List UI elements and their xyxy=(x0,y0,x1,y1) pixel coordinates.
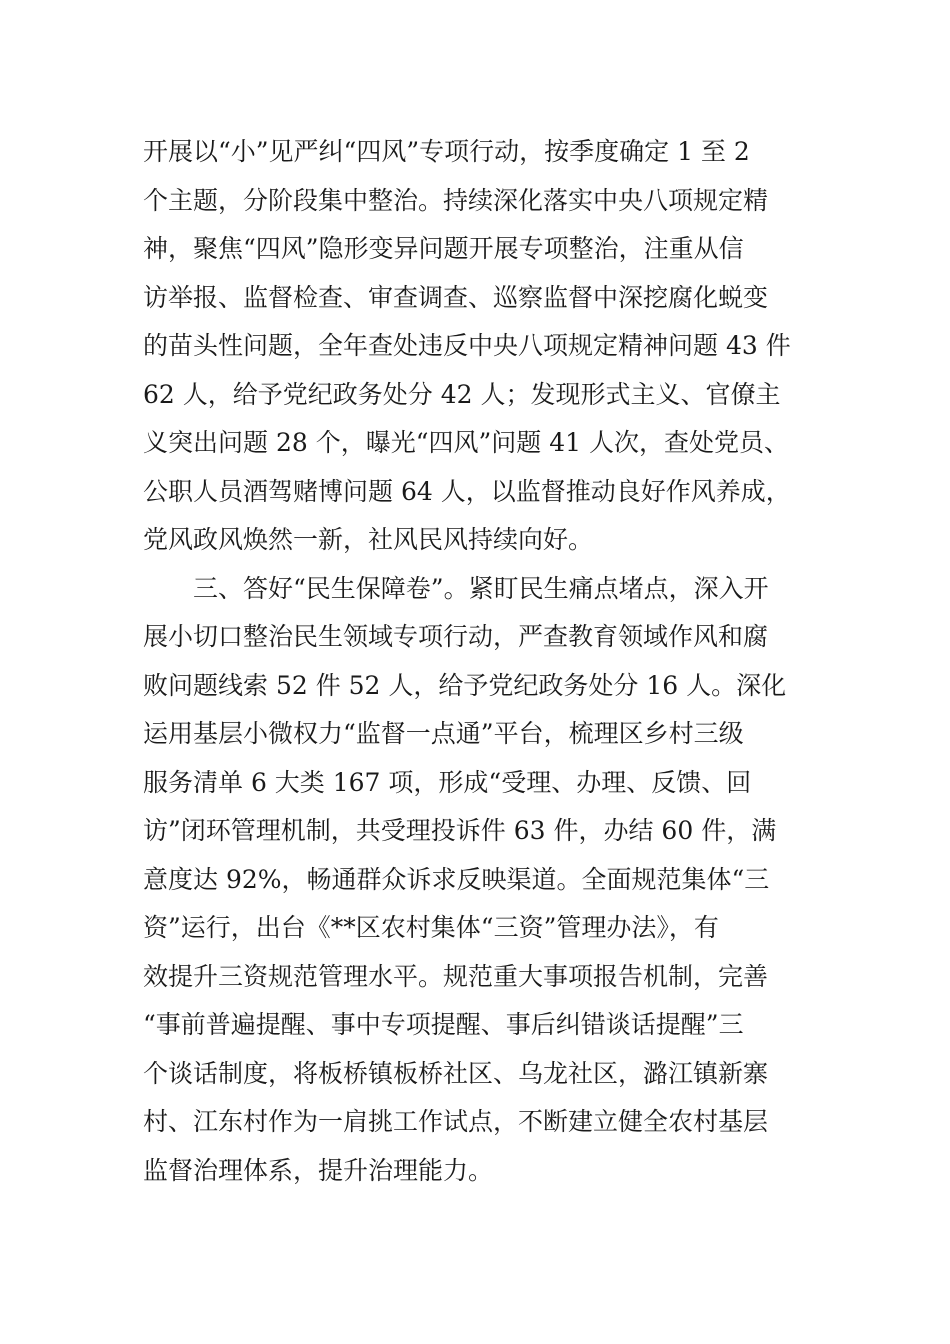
text-line: 义突出问题 28 个，曝光“四风”问题 41 人次，查处党员、 xyxy=(143,428,789,457)
text-line: 62 人，给予党纪政务处分 42 人；发现形式主义、官僚主 xyxy=(143,379,781,409)
text-line: 个主题，分阶段集中整治。持续深化落实中央八项规定精 xyxy=(143,185,769,215)
text-line: 效提升三资规范管理水平。规范重大事项报告机制，完善 xyxy=(143,961,769,991)
text-line: 败问题线索 52 件 52 人，给予党纪政务处分 16 人。深化 xyxy=(143,670,787,700)
text-line: 展小切口整治民生领域专项行动，严查教育领域作风和腐 xyxy=(143,622,769,651)
text-line: 个谈话制度，将板桥镇板桥社区、乌龙社区，潞江镇新寨 xyxy=(143,1058,769,1088)
text-line: 开展以“小”见严纠“四风”专项行动，按季度确定 1 至 2 xyxy=(143,137,750,166)
text-line: 的苗头性问题，全年查处违反中央八项规定精神问题 43 件 xyxy=(143,331,791,360)
text-line: 服务清单 6 大类 167 项，形成“受理、办理、反馈、回 xyxy=(143,767,752,797)
text-line: 访”闭环管理机制，共受理投诉件 63 件，办结 60 件，满 xyxy=(143,816,777,845)
text-line: 神，聚焦“四风”隐形变异问题开展专项整治，注重从信 xyxy=(143,234,744,263)
body-text xyxy=(143,128,823,1195)
text-line: “事前普遍提醒、事中专项提醒、事后纠错谈话提醒”三 xyxy=(143,1010,744,1039)
text-line: 意度达 92%，畅通群众诉求反映渠道。全面规范集体“三 xyxy=(143,864,770,894)
text-line: 运用基层小微权力“监督一点通”平台，梳理区乡村三级 xyxy=(143,719,744,748)
text-line: 村、江东村作为一肩挑工作试点，不断建立健全农村基层 xyxy=(143,1107,769,1136)
section-heading-line: 三、答好“民生保障卷”。紧盯民生痛点堵点，深入开 xyxy=(143,573,769,603)
text-line: 公职人员酒驾赌博问题 64 人，以监督推动良好作风养成， xyxy=(143,476,791,506)
text-line: 党风政风焕然一新，社风民风持续向好。 xyxy=(143,525,594,554)
text-line: 资”运行，出台《**区农村集体“三资”管理办法》，有 xyxy=(143,913,719,942)
text-line: 访举报、监督检查、审查调查、巡察监督中深挖腐化蜕变 xyxy=(143,282,769,312)
text-line: 监督治理体系，提升治理能力。 xyxy=(143,1155,494,1185)
